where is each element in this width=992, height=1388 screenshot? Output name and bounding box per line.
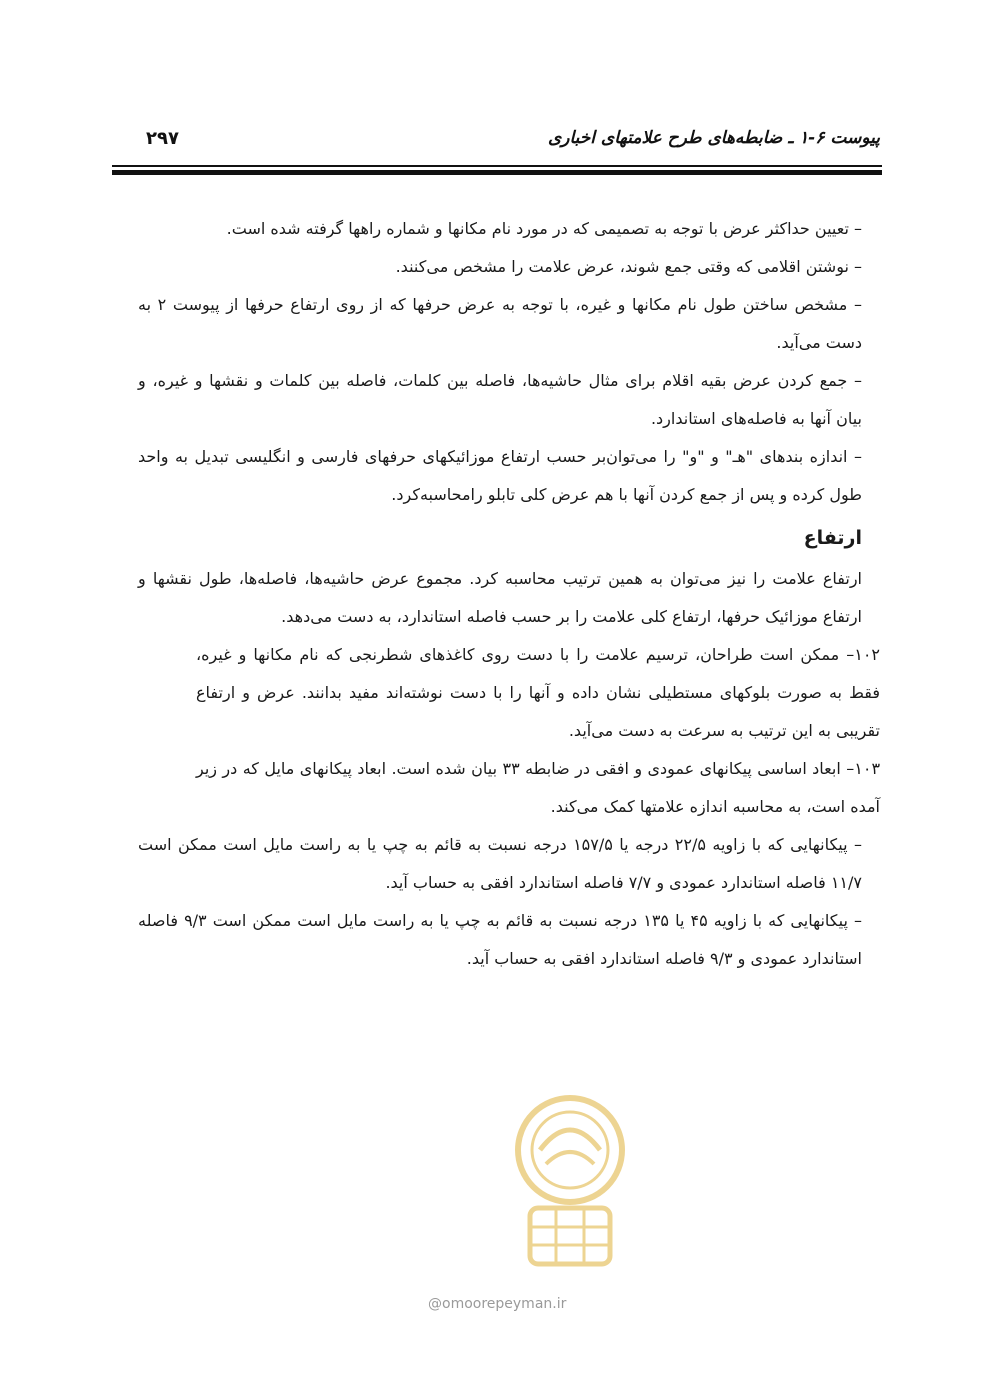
body-text [138, 210, 881, 978]
item-text: ممکن است طراحان، ترسیم علامت را با دست روی کاغذهای شطرنجی که نام مکانها و غیره، فقط به صورت بلوکهای مستطیلی نشان داده و آنها را با دست نوشته‌اند مفید بدانند. عرض و ارتفاع تقریبی به این ترتیب به سرعت به دست می‌آید. [196, 645, 880, 740]
bullet-paragraph: – مشخص ساختن طول نام مکانها و غیره، با توجه به عرض حرفها که از روی ارتفاع حرفها از پیوست ۲ به دست می‌آید. [138, 295, 862, 352]
bullet-paragraph: – پیکانهایی که با زاویه ۴۵ یا ۱۳۵ درجه نسبت به قائم به چپ یا به راست مایل است ممکن است ۹/۳ فاصله استاندارد عمودی و ۹/۳ فاصله استاندارد افقی به حساب آید. [138, 911, 862, 968]
running-header-title: پیوست ۶-۱ ـ ضابطه‌های طرح علامتهای اخباری [547, 128, 880, 148]
page-number: ۲۹۷ [146, 128, 179, 149]
numbered-item [196, 750, 880, 826]
item-number: ۱۰۲– [846, 645, 880, 664]
bullet-paragraph: – پیکانهایی که با زاویه ۲۲/۵ درجه یا ۱۵۷/۵ درجه نسبت به قائم به چپ یا به راست مایل است ممکن است ۱۱/۷ فاصله استاندارد عمودی و ۷/۷ فاصله استاندارد افقی به حساب آید. [138, 835, 863, 892]
item-text: ابعاد اساسی پیکانهای عمودی و افقی در ضابطه ۳۳ بیان شده است. ابعاد پیکانهای مایل که در زیر آمده است، به محاسبه اندازه علامتها کمک می‌کند. [196, 759, 880, 816]
header-rule-thick [112, 170, 882, 175]
watermark-url: @omoorepeyman.ir [428, 1296, 567, 1312]
header-rule-thin [112, 165, 882, 167]
section-paragraph: ارتفاع علامت را نیز می‌توان به همین ترتیب محاسبه کرد. مجموع عرض حاشیه‌ها، فاصله‌ها، طول نقشها و ارتفاع موزائیک حرفها، ارتفاع کلی علامت را بر حسب فاصله استاندارد، به دست می‌دهد. [138, 569, 862, 626]
section-heading: ارتفاع [803, 527, 862, 549]
bullet-paragraph: – تعیین حداکثر عرض با توجه به تصمیمی که در مورد نام مکانها و شماره راهها گرفته شده است. [226, 219, 862, 238]
numbered-item [196, 636, 880, 750]
omoore-peyman-logo-icon [500, 1090, 640, 1280]
item-number: ۱۰۳– [846, 759, 881, 778]
bullet-paragraph: – اندازه بندهای "هـ" و "و" را می‌توان‌بر حسب ارتفاع موزائیکهای حرفهای فارسی و انگلیسی تبدیل به واحد طول کرده و پس از جمع کردن آنها با هم عرض کلی تابلو رامحاسبه‌کرد. [138, 447, 862, 504]
bullet-paragraph: – نوشتن اقلامی که وقتی جمع شوند، عرض علامت را مشخص می‌کنند. [395, 257, 862, 276]
bullet-paragraph: – جمع کردن عرض بقیه اقلام برای مثال حاشیه‌ها، فاصله بین کلمات، فاصله بین کلمات و نقشها و غیره، و بیان آنها به فاصله‌های استاندارد. [138, 371, 862, 428]
